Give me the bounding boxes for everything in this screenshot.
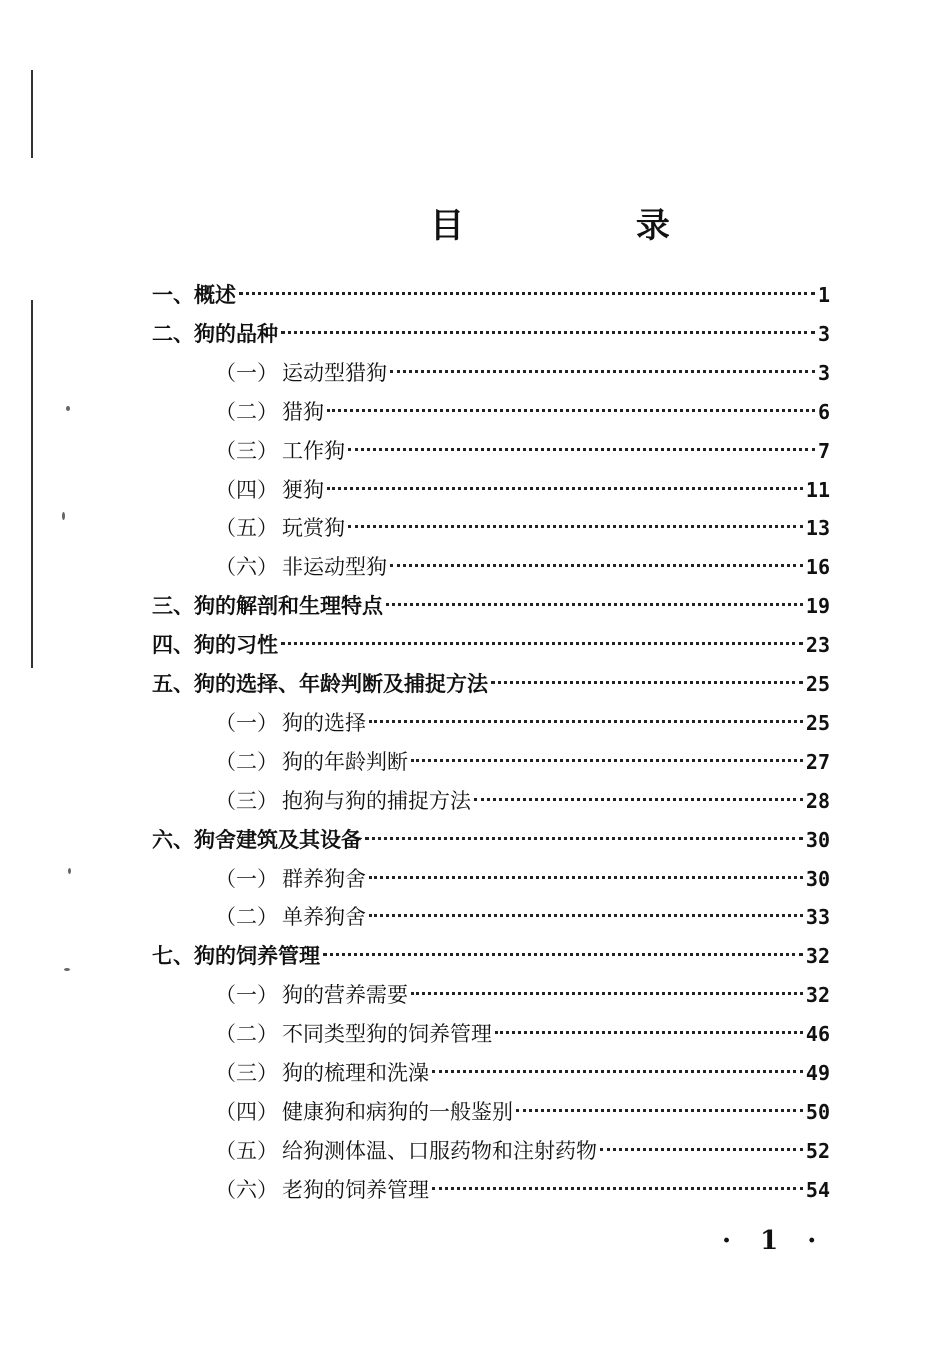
entry-title: 狗的饲养管理	[194, 943, 320, 968]
entry-number: （二）	[215, 400, 278, 424]
entry-title: 狗的习性	[194, 632, 278, 657]
entry-title: 不同类型狗的饲养管理	[282, 1022, 492, 1046]
entry-number: 五、	[152, 671, 194, 696]
entry-page-number: 19	[805, 594, 830, 618]
entry-number: 六、	[152, 827, 194, 852]
toc-section	[215, 1054, 830, 1092]
entry-title: 玩赏狗	[282, 516, 345, 540]
toc-chapter	[152, 937, 830, 975]
entry-title: 概述	[194, 282, 236, 307]
toc-section	[215, 743, 830, 781]
scan-margin-line	[31, 70, 33, 158]
entry-title: 猎狗	[282, 400, 324, 424]
toc-chapter	[152, 276, 830, 314]
toc-chapter	[152, 315, 830, 353]
toc-chapter	[152, 821, 830, 859]
entry-number: 七、	[152, 943, 194, 968]
entry-number: （五）	[215, 516, 278, 540]
toc-section	[215, 704, 830, 742]
entry-page-number: 1	[817, 283, 830, 307]
dot-leader	[386, 603, 803, 606]
entry-title: 㹴狗	[282, 478, 324, 502]
toc-section	[215, 1093, 830, 1131]
page-number: · 1 ·	[722, 1226, 827, 1256]
toc-section	[215, 354, 830, 392]
toc-section	[215, 782, 830, 820]
entry-title: 狗的年龄判断	[282, 750, 408, 774]
toc-section	[215, 393, 830, 431]
entry-number: 二、	[152, 321, 194, 346]
entry-page-number: 25	[805, 672, 830, 696]
dot-leader	[327, 487, 803, 490]
entry-title: 狗的梳理和洗澡	[282, 1061, 429, 1085]
entry-page-number: 3	[817, 322, 830, 346]
dot-leader	[369, 876, 803, 879]
dot-leader	[600, 1148, 803, 1151]
entry-title: 狗的营养需要	[282, 983, 408, 1007]
dot-leader	[495, 1031, 803, 1034]
entry-number: （三）	[215, 1061, 278, 1085]
entry-title: 狗的选择、年龄判断及捕捉方法	[194, 671, 488, 696]
toc-section	[215, 548, 830, 586]
entry-number: （一）	[215, 361, 278, 385]
entry-page-number: 13	[805, 516, 830, 540]
entry-page-number: 3	[817, 361, 830, 385]
toc-section	[215, 1132, 830, 1170]
dot-leader	[323, 953, 803, 956]
entry-title: 工作狗	[282, 439, 345, 463]
entry-number: （一）	[215, 711, 278, 735]
dot-leader	[474, 798, 803, 801]
toc-section	[215, 471, 830, 509]
entry-title: 老狗的饲养管理	[282, 1178, 429, 1202]
entry-number: （二）	[215, 750, 278, 774]
toc-section	[215, 509, 830, 547]
entry-title: 狗的解剖和生理特点	[194, 593, 383, 618]
dot-leader	[516, 1109, 803, 1112]
dot-leader	[239, 292, 815, 295]
dot-leader	[327, 409, 815, 412]
entry-number: 一、	[152, 282, 194, 307]
dot-leader	[369, 914, 803, 917]
entry-title: 运动型猎狗	[282, 361, 387, 385]
entry-page-number: 28	[805, 789, 830, 813]
toc-section	[215, 432, 830, 470]
entry-number: （一）	[215, 867, 278, 891]
scan-speck	[68, 868, 71, 874]
dot-leader	[365, 837, 803, 840]
entry-number: 四、	[152, 632, 194, 657]
scan-speck	[66, 406, 70, 411]
entry-number: （五）	[215, 1139, 278, 1163]
scan-margin-line	[31, 300, 33, 668]
dot-leader	[348, 525, 803, 528]
dot-leader	[369, 720, 803, 723]
entry-number: （二）	[215, 905, 278, 929]
dot-leader	[411, 759, 803, 762]
entry-page-number: 49	[805, 1061, 830, 1085]
toc-chapter	[152, 665, 830, 703]
dot-leader	[348, 448, 815, 451]
entry-number: （六）	[215, 1178, 278, 1202]
entry-title: 狗的品种	[194, 321, 278, 346]
toc-section	[215, 1015, 830, 1053]
entry-title: 给狗测体温、口服药物和注射药物	[282, 1139, 597, 1163]
dot-leader	[491, 681, 803, 684]
dot-leader	[390, 370, 815, 373]
entry-number: （三）	[215, 439, 278, 463]
entry-number: （四）	[215, 1100, 278, 1124]
entry-number: （六）	[215, 555, 278, 579]
entry-number: （二）	[215, 1022, 278, 1046]
dot-leader	[411, 992, 803, 995]
entry-title: 狗的选择	[282, 711, 366, 735]
entry-page-number: 50	[805, 1100, 830, 1124]
toc-chapter	[152, 626, 830, 664]
toc-section	[215, 1171, 830, 1209]
entry-number: （一）	[215, 983, 278, 1007]
entry-page-number: 54	[805, 1178, 830, 1202]
toc-section	[215, 860, 830, 898]
entry-page-number: 32	[805, 944, 830, 968]
entry-page-number: 25	[805, 711, 830, 735]
toc-chapter	[152, 587, 830, 625]
entry-page-number: 23	[805, 633, 830, 657]
toc-title: 目 录	[430, 206, 750, 246]
toc-section	[215, 898, 830, 936]
entry-page-number: 7	[817, 439, 830, 463]
entry-title: 单养狗舍	[282, 905, 366, 929]
entry-page-number: 32	[805, 983, 830, 1007]
dot-leader	[432, 1187, 803, 1190]
entry-page-number: 6	[817, 400, 830, 424]
dot-leader	[281, 642, 803, 645]
entry-page-number: 52	[805, 1139, 830, 1163]
entry-page-number: 16	[805, 555, 830, 579]
entry-number: 三、	[152, 593, 194, 618]
entry-title: 抱狗与狗的捕捉方法	[282, 789, 471, 813]
entry-title: 健康狗和病狗的一般鉴别	[282, 1100, 513, 1124]
entry-number: （四）	[215, 478, 278, 502]
entry-page-number: 11	[805, 478, 830, 502]
dot-leader	[390, 564, 803, 567]
dot-leader	[281, 331, 815, 334]
entry-title: 非运动型狗	[282, 555, 387, 579]
entry-page-number: 33	[805, 905, 830, 929]
toc-section	[215, 976, 830, 1014]
entry-title: 群养狗舍	[282, 867, 366, 891]
scan-speck	[64, 968, 70, 971]
entry-page-number: 30	[805, 867, 830, 891]
entry-page-number: 27	[805, 750, 830, 774]
entry-page-number: 46	[805, 1022, 830, 1046]
entry-page-number: 30	[805, 828, 830, 852]
entry-title: 狗舍建筑及其设备	[194, 827, 362, 852]
scan-speck	[62, 512, 65, 520]
entry-number: （三）	[215, 789, 278, 813]
dot-leader	[432, 1070, 803, 1073]
